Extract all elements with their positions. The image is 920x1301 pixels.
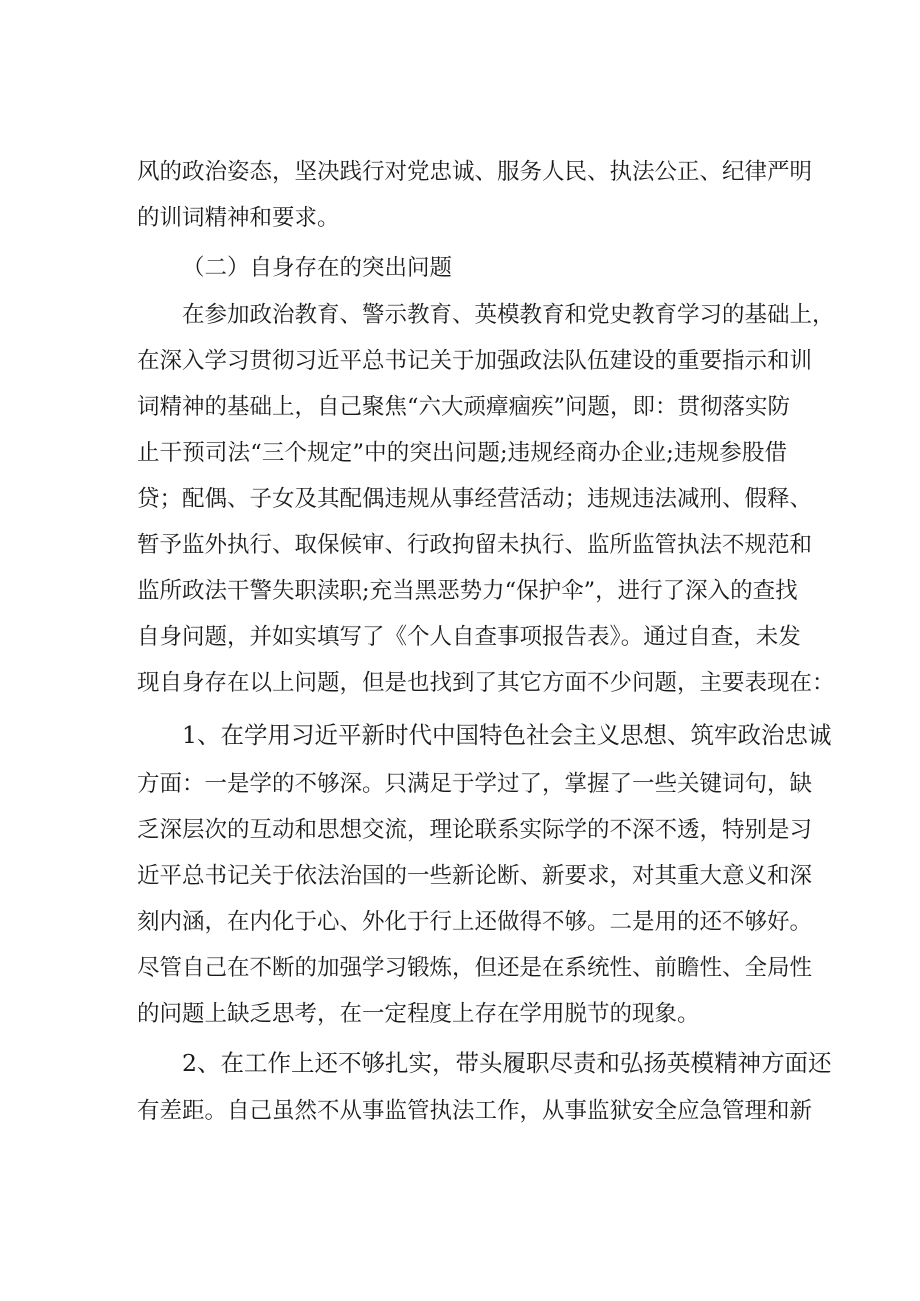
paragraph-line: 刻内涵，在内化于心、外化于行上还做得不够。二是用的还不够好。: [137, 909, 813, 935]
paragraph-line: 1、在学用习近平新时代中国特色社会主义思想、筑牢政治忠诚: [182, 721, 832, 749]
paragraph-line: 有差距。自己虽然不从事监管执法工作，从事监狱安全应急管理和新: [137, 1098, 813, 1124]
paragraph-line: 的训词精神和要求。: [137, 205, 340, 231]
paragraph-line: 2、在工作上还不够扎实，带头履职尽责和弘扬英模精神方面还: [182, 1049, 832, 1077]
paragraph-line: 自身问题，并如实填写了《个人自查事项报告表》。通过自查，未发: [137, 624, 801, 650]
section-heading: （二）自身存在的突出问题: [182, 255, 453, 281]
paragraph-line: 暂予监外执行、取保候审、行政拘留未执行、监所监管执法不规范和: [137, 532, 813, 558]
paragraph-line: 风的政治姿态，坚决践行对党忠诚、服务人民、执法公正、纪律严明: [137, 159, 813, 185]
paragraph-line: 尽管自己在不断的加强学习锻炼，但还是在系统性、前瞻性、全局性: [137, 955, 813, 981]
paragraph-line: 贷；配偶、子女及其配偶违规从事经营活动；违规违法减刑、假释、: [137, 486, 813, 512]
paragraph-line: 近平总书记关于依法治国的一些新论断、新要求，对其重大意义和深: [137, 863, 813, 889]
paragraph-line: 在参加政治教育、警示教育、英模教育和党史教育学习的基础上，: [182, 302, 835, 328]
paragraph-line: 监所政法干警失职渎职;充当黑恶势力“保护伞”，进行了深入的查找: [137, 578, 798, 604]
paragraph-line: 现自身存在以上问题，但是也找到了其它方面不少问题，主要表现在：: [137, 670, 835, 696]
paragraph-line: 在深入学习贯彻习近平总书记关于加强政法队伍建设的重要指示和训: [137, 348, 813, 374]
paragraph-line: 止干预司法“三个规定”中的突出问题;违规经商办企业;违规参股借: [137, 440, 787, 466]
paragraph-line: 乏深层次的互动和思想交流，理论联系实际学的不深不透，特别是习: [137, 817, 813, 843]
paragraph-line: 词精神的基础上，自己聚焦“六大顽瘴痼疾”问题，即：贯彻落实防: [137, 394, 791, 420]
paragraph-line: 方面：一是学的不够深。只满足于学过了，掌握了一些关键词句，缺: [137, 771, 813, 797]
paragraph-line: 的问题上缺乏思考，在一定程度上存在学用脱节的现象。: [137, 1001, 700, 1027]
